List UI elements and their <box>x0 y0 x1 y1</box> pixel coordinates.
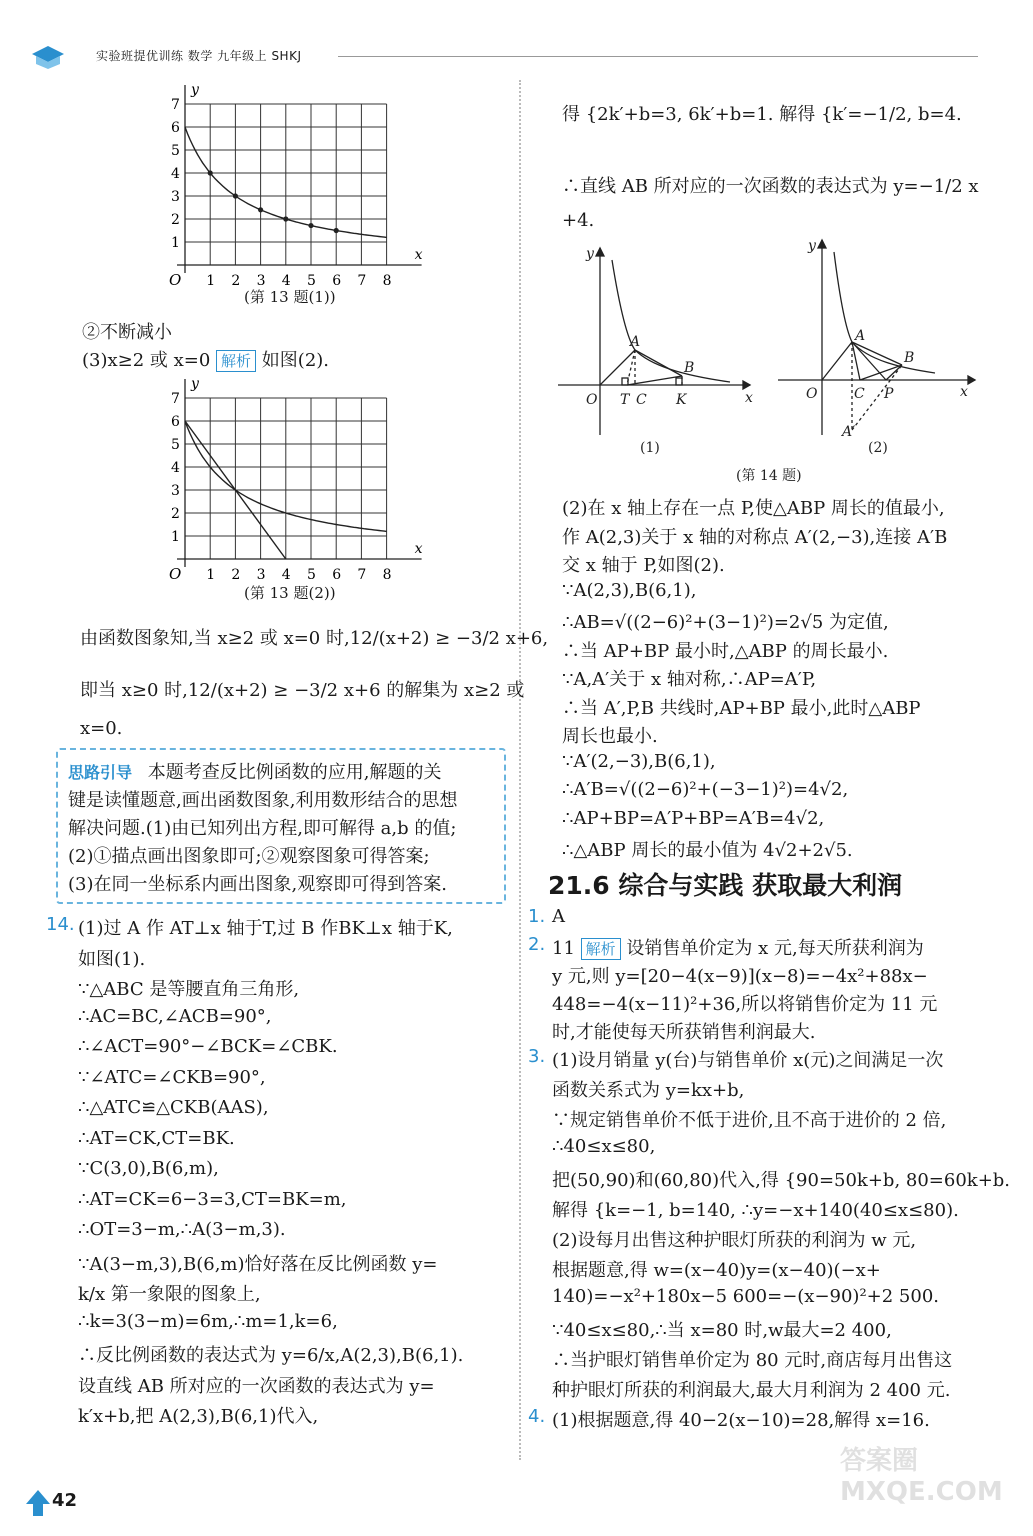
x-tick: 2 <box>231 567 241 583</box>
x-tick: 2 <box>231 273 241 289</box>
text-line: (2)设每月出售这种护眼灯所获的利润为 w 元, <box>552 1230 917 1251</box>
x-axis-label: x <box>414 541 423 557</box>
line-ab-1: ∴直线 AB 所对应的一次函数的表达式为 y=−1/2 x <box>562 176 979 197</box>
ans2-jiexi-tag: 解析 <box>581 938 621 960</box>
page-arrow-icon <box>24 1488 52 1518</box>
page-header <box>28 38 978 78</box>
graph-point <box>233 193 238 198</box>
line-13-3b: 如图(2). <box>261 350 330 371</box>
line-ab-2: +4. <box>562 210 595 231</box>
ans1: A <box>552 906 565 927</box>
fn-line-1: 由函数图象知,当 x≥2 或 x=0 时,12/(x+2) ≥ −3/2 x+6, <box>80 628 549 649</box>
book-logo-icon <box>28 42 68 70</box>
fig1-A: A <box>630 334 641 350</box>
fig1-B: B <box>684 360 695 376</box>
y-tick: 2 <box>171 212 180 228</box>
x-tick: 8 <box>382 273 392 289</box>
fig2-A2: A′ <box>842 424 856 440</box>
text-line: 周长也最小. <box>562 726 658 747</box>
text-line: ∴∠ACT=90°−∠BCK=∠CBK. <box>78 1036 338 1057</box>
text-line: ∵规定销售单价不低于进价,且不高于进价的 2 倍, <box>552 1110 947 1131</box>
x-tick: 6 <box>332 567 342 583</box>
text-line: k′x+b,把 A(2,3),B(6,1)代入, <box>78 1406 319 1427</box>
x-tick: 8 <box>382 567 392 583</box>
hint-text-3: (2)①描点画出图象即可;②观察图象可得答案; <box>68 846 430 867</box>
ans3-number: 3. <box>528 1046 546 1067</box>
text-line: ∵A′(2,−3),B(6,1), <box>562 750 716 772</box>
text-line: ∴AB=√((2−6)²+(3−1)²)=2√5 为定值, <box>562 612 889 633</box>
text-line: 140)=−x²+180x−5 600=−(x−90)²+2 500. <box>552 1286 940 1307</box>
fn-line-2: 即当 x≥0 时,12/(x+2) ≥ −3/2 x+6 的解集为 x≥2 或 <box>80 680 525 701</box>
y-tick: 4 <box>171 460 180 476</box>
text-line: 解得 {k=−1, b=140, ∴y=−x+140(40≤x≤80). <box>552 1200 959 1221</box>
origin-label: O <box>169 271 182 289</box>
hint-text-1: 键是读懂题意,画出函数图象,利用数形结合的思想 <box>68 790 458 811</box>
text-line: ∴AP+BP=A′P+BP=A′B=4√2, <box>562 807 825 829</box>
header-title: 实验班提优训练 数学 九年级上 SHKJ <box>96 49 302 63</box>
text-line: 如图(1). <box>78 948 146 970</box>
graph-13-2 <box>165 374 423 596</box>
hint-tag: 思路引导 <box>68 763 133 782</box>
x-tick: 3 <box>256 567 266 583</box>
text-line: 把(50,90)和(60,80)代入,得 {90=50k+b, 80=60k+b. <box>552 1170 1011 1191</box>
x-tick: 6 <box>332 273 342 289</box>
hint-box <box>56 748 506 904</box>
text-line: ∴OT=3−m,∴A(3−m,3). <box>78 1219 286 1240</box>
y-tick: 2 <box>171 506 180 522</box>
ans2-first: 11 <box>552 938 575 959</box>
y-tick: 1 <box>171 235 180 251</box>
hint-text-4: (3)在同一坐标系内画出图象,观察即可得到答案. <box>68 874 447 895</box>
text-line: ∵△ABC 是等腰直角三角形, <box>78 979 300 1000</box>
y-tick: 6 <box>171 120 180 136</box>
x-tick: 4 <box>281 567 291 583</box>
fig2-C: C <box>854 386 865 402</box>
fig14-caption: (第 14 题) <box>736 468 802 484</box>
page-number: 42 <box>52 1490 78 1511</box>
fig1-y: y <box>586 246 594 262</box>
line-13-2: ②不断减小 <box>82 322 172 343</box>
ans1-number: 1. <box>528 906 546 927</box>
fig2-x: x <box>960 384 968 400</box>
text-line: (2)在 x 轴上存在一点 P,使△ABP 周长的值最小, <box>562 498 945 519</box>
y-tick: 3 <box>171 483 180 499</box>
hint-text-0: 本题考查反比例函数的应用,解题的关 <box>147 762 442 783</box>
text-line: ∴当护眼灯销售单价定为 80 元时,商店每月出售这 <box>552 1350 953 1371</box>
watermark <box>840 1430 1010 1520</box>
text-line: ∵A(2,3),B(6,1), <box>562 579 697 601</box>
ans2-text-1: y 元,则 y=[20−4(x−9)](x−8)=−4x²+88x− <box>552 966 928 987</box>
q14-number: 14. <box>46 914 75 935</box>
text-line: ∴AT=CK=6−3=3,CT=BK=m, <box>78 1188 347 1210</box>
graph-point <box>208 170 213 175</box>
watermark-text: 答案圈 MXQE.COM <box>840 1446 1003 1507</box>
y-tick: 6 <box>171 414 180 430</box>
text-line: ∴当 A′,P,B 共线时,AP+BP 最小,此时△ABP <box>562 697 921 719</box>
text-line: 根据题意,得 w=(x−40)y=(x−40)(−x+ <box>552 1260 881 1281</box>
y-axis-label: y <box>191 82 199 98</box>
text-line: ∴40≤x≤80, <box>552 1136 656 1157</box>
text-line: ∵C(3,0),B(6,m), <box>78 1158 219 1179</box>
fig1-C: C <box>636 392 647 408</box>
fig13-2-caption: (第 13 题(2)) <box>244 584 336 602</box>
figure-14 <box>550 230 990 490</box>
ans2-number: 2. <box>528 934 546 955</box>
hint-text-2: 解决问题.(1)由已知列出方程,即可解得 a,b 的值; <box>68 818 457 839</box>
text-line: ∴反比例函数的表达式为 y=6/x,A(2,3),B(6,1). <box>78 1345 464 1366</box>
section-title: 21.6 综合与实践 获取最大利润 <box>548 871 903 900</box>
fig2-A: A <box>855 328 866 344</box>
fn-line-3: x=0. <box>80 718 123 739</box>
y-tick: 5 <box>171 437 180 453</box>
text-line: 作 A(2,3)关于 x 轴的对称点 A′(2,−3),连接 A′B <box>562 526 948 548</box>
y-tick: 7 <box>171 97 180 113</box>
fig13-1-caption: (第 13 题(1)) <box>244 288 336 306</box>
origin-label: O <box>169 565 182 583</box>
text-line: (1)设月销量 y(台)与销售单价 x(元)之间满足一次 <box>552 1050 944 1071</box>
page-number-badge <box>24 1488 80 1518</box>
ans4-number: 4. <box>528 1406 546 1427</box>
text-line: k/x 第一象限的图象上, <box>78 1284 261 1305</box>
text-line: ∴△ATC≌△CKB(AAS), <box>78 1097 269 1118</box>
text-line: 函数关系式为 y=kx+b, <box>552 1080 745 1101</box>
text-line: 交 x 轴于 P,如图(2). <box>562 555 725 576</box>
x-tick: 5 <box>307 567 316 583</box>
x-tick: 5 <box>307 273 316 289</box>
text-line: 设直线 AB 所对应的一次函数的表达式为 y= <box>78 1375 435 1397</box>
text-line: ∴AT=CK,CT=BK. <box>78 1127 235 1149</box>
fig14-sub2: (2) <box>868 440 888 456</box>
ans4: (1)根据题意,得 40−2(x−10)=28,解得 x=16. <box>552 1410 930 1431</box>
system-1: 得 {2k′+b=3, 6k′+b=1. 解得 {k′=−1/2, b=4. <box>562 104 962 125</box>
y-tick: 4 <box>171 166 180 182</box>
ans2-text-3: 时,才能使每天所获销售利润最大. <box>552 1022 816 1043</box>
text-line: ∵40≤x≤80,∴当 x=80 时,w最大=2 400, <box>552 1320 892 1341</box>
header-rule <box>338 56 978 57</box>
text-line: ∵∠ATC=∠CKB=90°, <box>78 1066 266 1088</box>
graph-point <box>283 216 288 221</box>
text-line: ∴△ABP 周长的最小值为 4√2+2√5. <box>562 840 853 861</box>
y-tick: 3 <box>171 189 180 205</box>
text-line: ∴A′B=√((2−6)²+(−3−1)²)=4√2, <box>562 779 849 800</box>
text-line: ∴k=3(3−m)=6m,∴m=1,k=6, <box>78 1310 338 1332</box>
graph-point <box>258 207 263 212</box>
y-axis-label: y <box>191 376 199 392</box>
graph-point <box>334 228 339 233</box>
fig14-sub1: (1) <box>640 440 660 456</box>
fig1-o: O <box>586 392 598 408</box>
line-13-3 <box>82 346 329 372</box>
x-tick: 1 <box>206 273 216 289</box>
x-tick: 1 <box>206 567 216 583</box>
text-line: ∴AC=BC,∠ACB=90°, <box>78 1005 272 1027</box>
ans2-head <box>552 934 924 960</box>
x-tick: 7 <box>357 567 367 583</box>
text-line: 种护眼灯所获的利润最大,最大月利润为 2 400 元. <box>552 1380 951 1401</box>
x-axis-label: x <box>414 247 423 263</box>
x-tick: 7 <box>357 273 367 289</box>
ans2-text-0: 设销售单价定为 x 元,每天所获利润为 <box>626 938 924 959</box>
y-tick: 1 <box>171 529 180 545</box>
text-line: ∵A,A′关于 x 轴对称,∴AP=A′P, <box>562 669 817 690</box>
y-tick: 5 <box>171 143 180 159</box>
fig2-P: P <box>884 386 894 402</box>
graph-13-1 <box>165 80 423 302</box>
jiexi-tag: 解析 <box>216 350 256 372</box>
hint-line-0 <box>68 758 441 784</box>
column-separator <box>519 80 521 1460</box>
x-tick: 3 <box>256 273 266 289</box>
text-line: ∵A(3−m,3),B(6,m)恰好落在反比例函数 y= <box>78 1253 438 1275</box>
fig2-o: O <box>806 386 818 402</box>
fig1-x: x <box>745 390 753 406</box>
fig2-y: y <box>808 238 816 254</box>
fig1-T: T <box>620 392 630 408</box>
ans2-text-2: 448=−4(x−11)²+36,所以将销售价定为 11 元 <box>552 994 938 1015</box>
text-line: ∴当 AP+BP 最小时,△ABP 的周长最小. <box>562 640 889 662</box>
fig2-B: B <box>904 350 915 366</box>
text-line: (1)过 A 作 AT⊥x 轴于T,过 B 作BK⊥x 轴于K, <box>78 918 453 939</box>
line-13-3a: (3)x≥2 或 x=0 <box>82 350 211 371</box>
graph-point <box>308 223 313 228</box>
y-tick: 7 <box>171 391 180 407</box>
x-tick: 4 <box>281 273 291 289</box>
fig1-K: K <box>676 392 687 408</box>
